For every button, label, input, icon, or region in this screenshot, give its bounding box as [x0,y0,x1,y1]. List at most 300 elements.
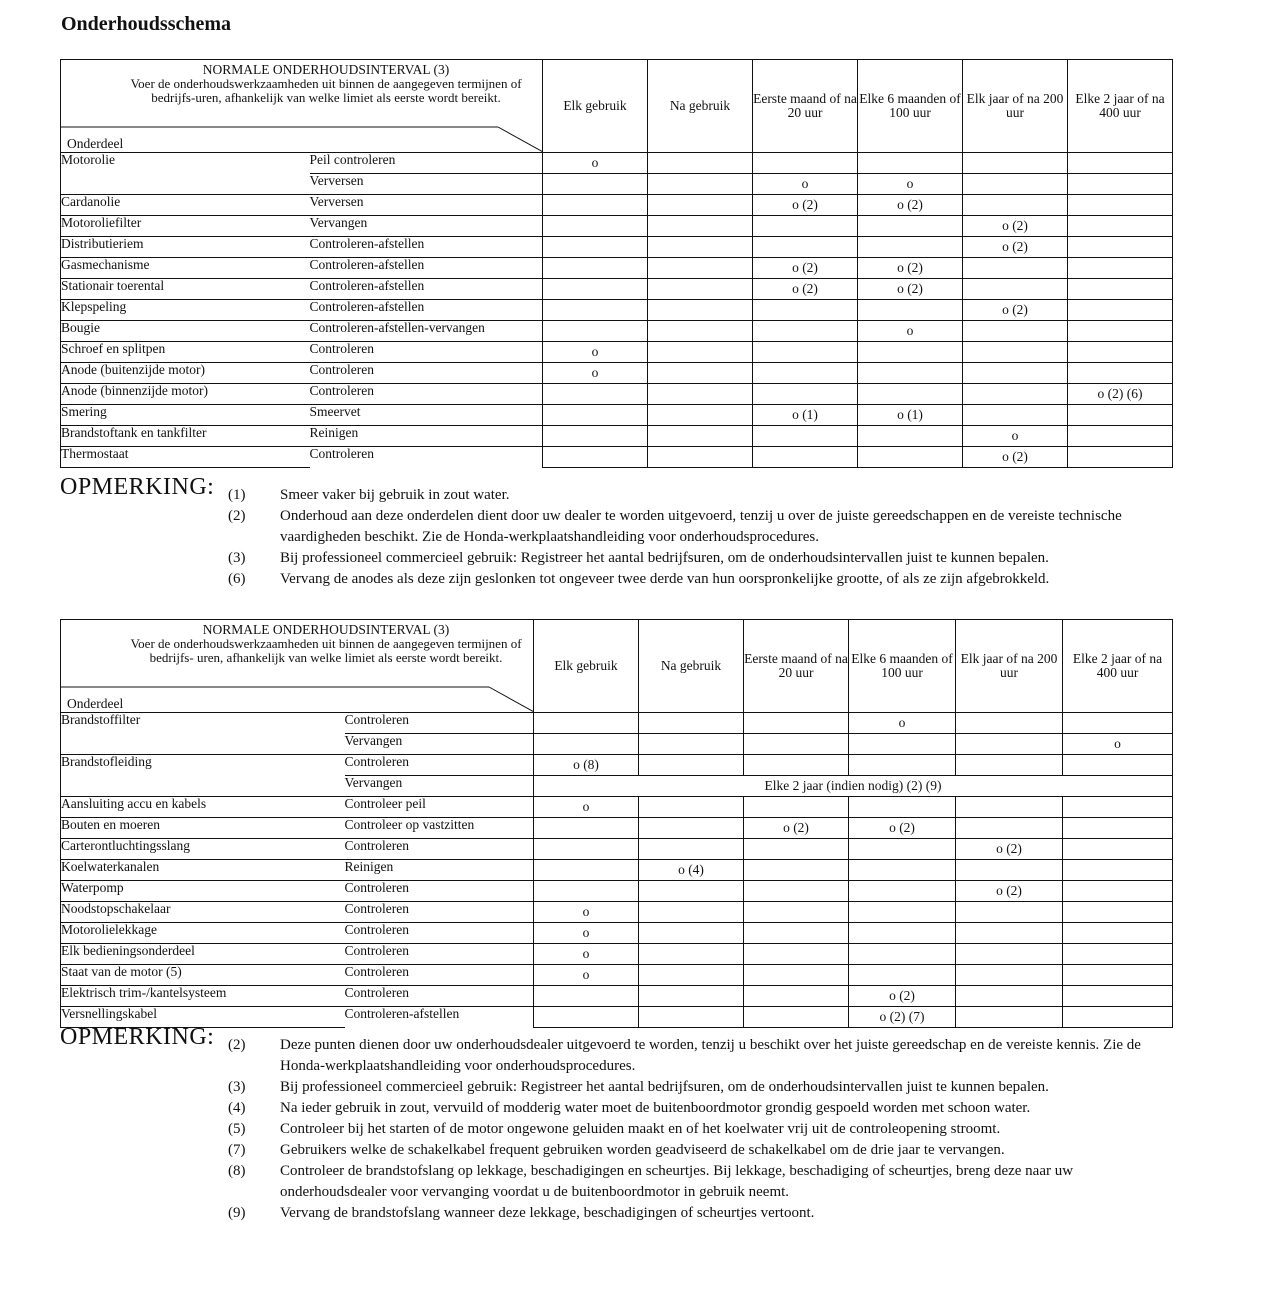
remark-item [60,1098,1180,1119]
interval-mark [849,902,956,923]
interval-mark [963,363,1068,384]
interval-mark [1068,258,1173,279]
page-title: Onderhoudsschema [61,13,232,35]
interval-mark [858,216,963,237]
interval-mark [849,923,956,944]
interval-mark [639,965,744,986]
interval-mark [744,860,849,881]
interval-mark [744,965,849,986]
interval-title: NORMALE ONDERHOUDSINTERVAL (3) [202,622,450,637]
remark-text: Deze punten dienen door uw onderhoudsdealer uitgevoerd te worden, tenzij u beschikt over het juiste gereedschap en de vereiste kennis. Zie de Honda-werkplaatshandleiding voor onderhoudsprocedures. [280,1037,1141,1074]
remark-item [60,1161,1180,1203]
part-name: Thermostaat [61,447,310,468]
maintenance-action: Controleren [310,447,543,468]
interval-mark: o [534,923,639,944]
interval-mark [648,195,753,216]
interval-mark [1068,195,1173,216]
interval-mark [956,986,1063,1007]
interval-mark [648,258,753,279]
interval-mark [849,839,956,860]
interval-mark: o (2) [753,258,858,279]
part-name: Stationair toerental [61,279,310,300]
interval-mark [963,342,1068,363]
interval-mark [1068,174,1173,195]
interval-mark [858,153,963,174]
interval-column-header: Elke 6 maanden of 100 uur [858,60,963,153]
interval-mark [753,384,858,405]
interval-column-header: Elk jaar of na 200 uur [956,620,1063,713]
table-row [61,986,1173,1007]
remark-text: Bij professioneel commercieel gebruik: Registreer het aantal bedrijfsuren, om de onderhoudsintervallen juist te kunnen bepalen. [280,550,1049,566]
interval-mark [534,818,639,839]
remark-text: Vervang de anodes als deze zijn geslonken tot ongeveer twee derde van hun oorspronkelijke grootte, of als ze zijn afgebrokkeld. [280,571,1050,587]
interval-mark [753,363,858,384]
interval-mark: o (2) [753,279,858,300]
interval-mark [744,902,849,923]
interval-mark [1063,755,1173,776]
interval-mark [956,944,1063,965]
interval-mark [963,174,1068,195]
table-row [61,342,1173,363]
interval-mark: o (2) [849,818,956,839]
maintenance-action: Controleer op vastzitten [345,818,534,839]
interval-mark [858,237,963,258]
interval-mark [639,797,744,818]
remark-text: Gebruikers welke de schakelkabel frequent gebruiken worden geadviseerd de schakelkabel om de drie jaar te vervangen. [280,1142,1005,1158]
interval-mark [956,734,1063,755]
interval-mark [534,881,639,902]
interval-mark: o [534,797,639,818]
maintenance-action: Controleren-afstellen [310,258,543,279]
interval-mark: o (4) [639,860,744,881]
table-row [61,384,1173,405]
interval-mark [639,944,744,965]
table-row [61,216,1173,237]
interval-mark [963,384,1068,405]
interval-mark: o [543,153,648,174]
part-name: Brandstoffilter [61,713,345,734]
table-row [61,405,1173,426]
interval-mark [1068,426,1173,447]
remark-text: Smeer vaker bij gebruik in zout water. [280,487,510,503]
interval-mark [1063,818,1173,839]
remark-item [60,1077,1180,1098]
interval-column-header: Elk gebruik [534,620,639,713]
maintenance-action: Controleren [345,881,534,902]
part-name: Motorolielekkage [61,923,345,944]
part-name: Elektrisch trim-/kantelsysteem [61,986,345,1007]
interval-title: NORMALE ONDERHOUDSINTERVAL (3) [202,62,450,77]
table-row [61,426,1173,447]
interval-mark: o [543,363,648,384]
table-row [61,237,1173,258]
part-name: Anode (buitenzijde motor) [61,363,310,384]
maintenance-action: Controleren [345,965,534,986]
interval-mark [639,839,744,860]
interval-mark [534,839,639,860]
header-diagonal-divider [61,620,534,713]
interval-mark [744,1007,849,1028]
part-name: Bouten en moeren [61,818,345,839]
part-name: Aansluiting accu en kabels [61,797,345,818]
interval-mark [543,321,648,342]
remark-number: (6) [228,571,246,587]
interval-mark: o (2) (6) [1068,384,1173,405]
part-name: Motoroliefilter [61,216,310,237]
maintenance-action: Controleren [310,384,543,405]
interval-mark [956,902,1063,923]
remark-item [60,1203,1180,1224]
interval-mark [744,797,849,818]
maintenance-action: Controleren-afstellen [310,279,543,300]
interval-mark [1068,237,1173,258]
interval-mark [1063,902,1173,923]
interval-mark [639,713,744,734]
interval-mark [849,944,956,965]
interval-mark [963,279,1068,300]
interval-mark [648,174,753,195]
table-row [61,965,1173,986]
table-row [61,258,1173,279]
interval-mark [849,755,956,776]
remark-number: (5) [228,1121,246,1137]
interval-mark [849,860,956,881]
table-row [61,818,1173,839]
maintenance-action: Controleren-afstellen [345,1007,534,1028]
remark-number: (8) [228,1163,246,1179]
interval-mark [648,363,753,384]
interval-mark [849,734,956,755]
interval-mark: o (2) [963,216,1068,237]
table-row [61,755,1173,776]
interval-span-note: Elke 2 jaar (indien nodig) (2) (9) [534,776,1173,797]
interval-mark: o [534,902,639,923]
interval-mark [1063,923,1173,944]
interval-mark [753,321,858,342]
interval-mark: o (2) [963,300,1068,321]
interval-mark [849,797,956,818]
interval-mark: o [534,944,639,965]
interval-column-header: Elke 2 jaar of na 400 uur [1063,620,1173,713]
interval-mark [753,426,858,447]
interval-mark [963,258,1068,279]
remark-item [60,569,1180,590]
maintenance-action: Reinigen [310,426,543,447]
interval-mark [1068,216,1173,237]
interval-mark [543,426,648,447]
interval-column-header: Elk gebruik [543,60,648,153]
interval-mark [963,321,1068,342]
part-name: Koelwaterkanalen [61,860,345,881]
table-row [61,734,1173,755]
interval-mark [639,923,744,944]
interval-mark [1063,860,1173,881]
remarks-label: OPMERKING: [60,1024,215,1050]
interval-mark [648,279,753,300]
remark-number: (3) [228,550,246,566]
table-row [61,713,1173,734]
interval-mark: o [753,174,858,195]
interval-mark [956,713,1063,734]
table-row [61,944,1173,965]
interval-mark [648,216,753,237]
interval-mark [1068,321,1173,342]
interval-mark [956,755,1063,776]
part-name: Noodstopschakelaar [61,902,345,923]
interval-column-header: Na gebruik [648,60,753,153]
maintenance-action: Controleer peil [345,797,534,818]
remark-number: (7) [228,1142,246,1158]
interval-mark [963,405,1068,426]
maintenance-table-2 [60,619,1173,1028]
remark-number: (4) [228,1100,246,1116]
interval-mark [543,405,648,426]
interval-mark [543,279,648,300]
interval-mark [648,342,753,363]
interval-mark [1068,405,1173,426]
remark-text: Na ieder gebruik in zout, vervuild of modderig water moet de buitenboordmotor grondig gespoeld worden met schoon water. [280,1100,1031,1116]
part-name: Motorolie [61,153,310,174]
interval-mark [956,818,1063,839]
interval-mark [1068,300,1173,321]
interval-mark: o (2) [963,447,1068,468]
interval-mark [639,881,744,902]
remark-number: (1) [228,487,246,503]
interval-mark [744,881,849,902]
remark-text: Onderhoud aan deze onderdelen dient door uw dealer te worden uitgevoerd, tenzij u over de juiste gereedschappen en de vereiste technische vaardigheden beschikt. Zie de Honda-werkplaatshandleiding voor onderhoudsprocedures. [280,508,1122,545]
interval-mark: o (2) [858,258,963,279]
interval-mark [543,195,648,216]
header-diagonal-divider [61,60,543,153]
interval-mark [1063,1007,1173,1028]
maintenance-action: Controleren [345,923,534,944]
maintenance-action: Controleren [345,755,534,776]
part-name [61,734,345,755]
table-row [61,153,1173,174]
interval-mark: o (2) [858,279,963,300]
interval-mark: o [534,965,639,986]
remark-text: Bij professioneel commercieel gebruik: Registreer het aantal bedrijfsuren, om de onderhoudsintervallen juist te kunnen bepalen. [280,1079,1049,1095]
interval-mark [858,342,963,363]
interval-mark [744,734,849,755]
interval-column-header: Elke 6 maanden of 100 uur [849,620,956,713]
interval-mark [744,839,849,860]
maintenance-action: Verversen [310,195,543,216]
table-row [61,923,1173,944]
interval-mark [543,384,648,405]
table-row [61,839,1173,860]
interval-mark [956,797,1063,818]
interval-mark: o [858,174,963,195]
interval-mark [639,1007,744,1028]
interval-mark [648,405,753,426]
remarks-label: OPMERKING: [60,474,215,500]
remarks-section-1 [60,474,1180,590]
interval-mark [956,965,1063,986]
interval-mark [744,944,849,965]
part-name: Smering [61,405,310,426]
maintenance-action: Reinigen [345,860,534,881]
interval-mark [1068,153,1173,174]
maintenance-action: Controleren-afstellen [310,237,543,258]
maintenance-action: Controleren [345,944,534,965]
interval-mark [639,818,744,839]
interval-mark: o [849,713,956,734]
interval-mark: o [1063,734,1173,755]
interval-mark [648,300,753,321]
interval-mark [639,755,744,776]
interval-mark [639,902,744,923]
interval-mark [753,300,858,321]
table-row [61,300,1173,321]
table-row [61,1007,1173,1028]
table-row [61,195,1173,216]
interval-mark [753,237,858,258]
interval-mark [753,216,858,237]
part-name: Cardanolie [61,195,310,216]
interval-mark [744,923,849,944]
remark-text: Vervang de brandstofslang wanneer deze lekkage, beschadigingen of scheurtjes vertoont. [280,1205,815,1221]
interval-mark [1063,881,1173,902]
table-row [61,797,1173,818]
interval-mark [963,195,1068,216]
maintenance-action: Controleren [345,713,534,734]
interval-column-header: Elk jaar of na 200 uur [963,60,1068,153]
interval-mark [858,300,963,321]
interval-description: Voer de onderhoudswerkzaamheden uit binnen de aangegeven termijnen of bedrijfs- uren, afhankelijk van welke limiet als eerste wordt bereikt. [130,636,522,665]
part-name: Klepspeling [61,300,310,321]
interval-column-header: Elke 2 jaar of na 400 uur [1068,60,1173,153]
maintenance-action: Controleren-afstellen [310,300,543,321]
interval-mark [858,363,963,384]
interval-mark [534,1007,639,1028]
maintenance-table-1 [60,59,1173,468]
remark-text: Controleer bij het starten of de motor ongewone geluiden maakt en of het koelwater vrij uit de controleopening stroomt. [280,1121,1001,1137]
interval-mark: o (2) [956,881,1063,902]
table-row [61,860,1173,881]
interval-mark [534,986,639,1007]
table-row [61,174,1173,195]
interval-mark [753,447,858,468]
interval-mark: o (1) [753,405,858,426]
part-name: Bougie [61,321,310,342]
part-column-header: Onderdeel [67,695,124,711]
interval-mark [1063,797,1173,818]
table-row [61,776,1173,797]
part-name: Elk bedieningsonderdeel [61,944,345,965]
interval-mark [648,153,753,174]
remark-number: (2) [228,1037,246,1053]
interval-mark [1068,447,1173,468]
interval-column-header: Eerste maand of na 20 uur [753,60,858,153]
interval-column-header: Eerste maand of na 20 uur [744,620,849,713]
interval-mark [534,713,639,734]
part-name [61,776,345,797]
interval-mark [744,755,849,776]
interval-mark [858,447,963,468]
interval-mark: o [963,426,1068,447]
interval-mark [849,881,956,902]
interval-mark [639,734,744,755]
remark-number: (3) [228,1079,246,1095]
table-row [61,447,1173,468]
interval-mark [744,986,849,1007]
interval-mark [1068,279,1173,300]
remark-item [60,506,1180,548]
maintenance-action: Controleren [345,839,534,860]
interval-mark [956,860,1063,881]
interval-mark: o (2) [849,986,956,1007]
part-name: Versnellingskabel [61,1007,345,1028]
header-corner-cell [61,60,543,153]
part-name: Brandstofleiding [61,755,345,776]
maintenance-action: Vervangen [345,776,534,797]
interval-mark: o [543,342,648,363]
interval-mark [753,342,858,363]
maintenance-action: Vervangen [310,216,543,237]
remark-item [60,1140,1180,1161]
table-row [61,321,1173,342]
interval-mark [744,713,849,734]
interval-description: Voer de onderhoudswerkzaamheden uit binnen de aangegeven termijnen of bedrijfs-uren, afhankelijk van welke limiet als eerste wordt bereikt. [130,76,522,105]
remark-item [60,1035,1180,1077]
interval-mark: o (2) [956,839,1063,860]
maintenance-action: Controleren [310,342,543,363]
interval-mark [648,384,753,405]
interval-mark [963,153,1068,174]
interval-mark [648,426,753,447]
interval-mark [648,321,753,342]
part-column-header: Onderdeel [67,135,124,151]
interval-mark [543,300,648,321]
table-row [61,881,1173,902]
interval-mark [858,384,963,405]
maintenance-action: Verversen [310,174,543,195]
interval-mark [1068,363,1173,384]
maintenance-action: Controleren [345,902,534,923]
maintenance-action: Controleren [310,363,543,384]
remarks-section-2 [60,1024,1180,1224]
maintenance-action: Controleren-afstellen-vervangen [310,321,543,342]
interval-mark: o (2) [744,818,849,839]
part-name: Schroef en splitpen [61,342,310,363]
interval-mark: o (1) [858,405,963,426]
part-name: Brandstoftank en tankfilter [61,426,310,447]
interval-mark [1063,965,1173,986]
interval-mark [1063,944,1173,965]
interval-mark [1063,986,1173,1007]
interval-mark: o (8) [534,755,639,776]
maintenance-action: Controleren [345,986,534,1007]
table-row [61,279,1173,300]
remark-number: (2) [228,508,246,524]
interval-mark [648,237,753,258]
interval-mark [1068,342,1173,363]
interval-mark [543,258,648,279]
interval-mark [543,216,648,237]
remark-item [60,485,1180,506]
remark-item [60,548,1180,569]
interval-mark [956,1007,1063,1028]
maintenance-action: Vervangen [345,734,534,755]
interval-mark [1063,839,1173,860]
table-row [61,363,1173,384]
interval-mark [543,447,648,468]
interval-mark [639,986,744,1007]
part-name: Staat van de motor (5) [61,965,345,986]
interval-column-header: Na gebruik [639,620,744,713]
interval-mark [534,860,639,881]
